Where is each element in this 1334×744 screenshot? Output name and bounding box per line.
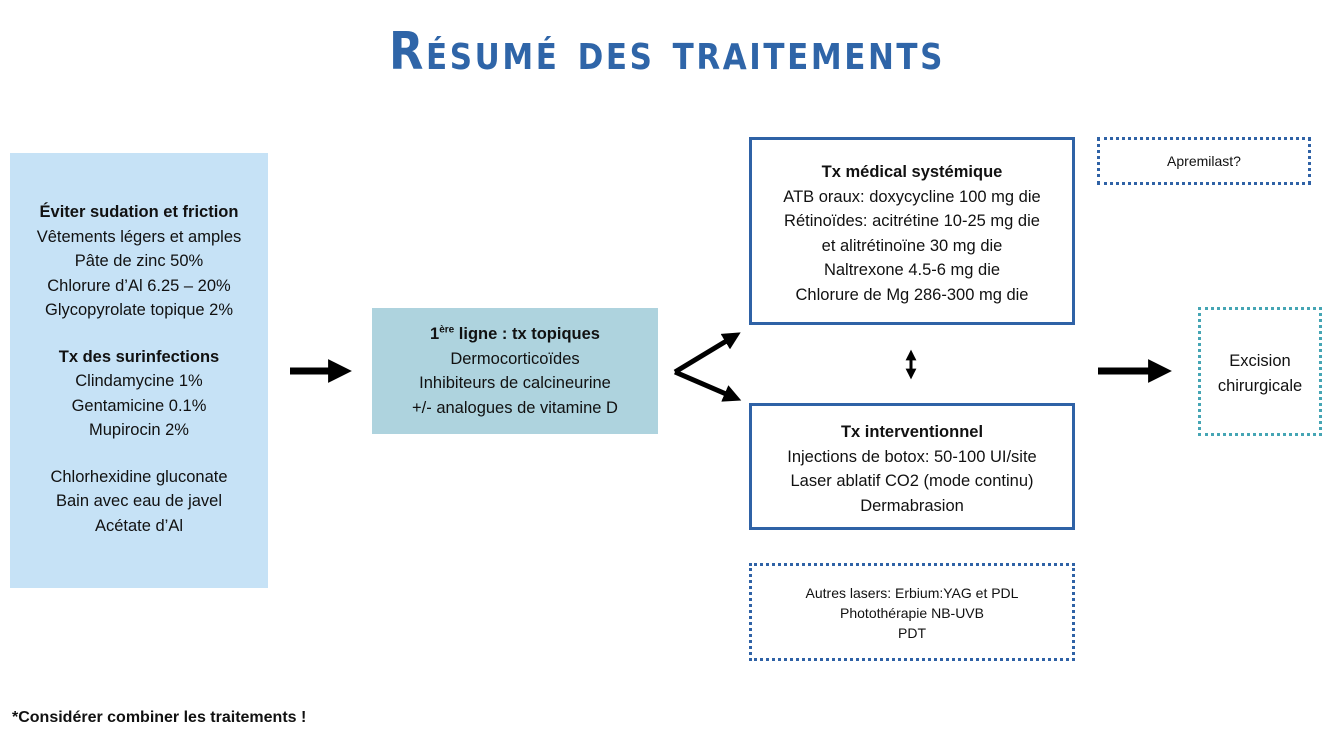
excision-item: chirurgicale <box>1217 376 1303 395</box>
systemic-item: Naltrexone 4.5-6 mg die <box>823 261 1001 279</box>
left-item: Glycopyrolate topique 2% <box>44 301 234 319</box>
center-item: Dermocorticoïdes <box>450 349 580 368</box>
systemic-item: Rétinoïdes: acitrétine 10-25 mg die <box>784 212 1040 230</box>
left-item: Pâte de zinc 50% <box>74 252 204 270</box>
other-lasers-item: Autres lasers: Erbium:YAG et PDL <box>805 585 1019 601</box>
center-heading-sup: ère <box>439 324 455 336</box>
systemic-item: ATB oraux: doxycycline 100 mg die <box>783 187 1041 206</box>
page-title: Résumé des traitements <box>388 22 946 82</box>
systemic-item: et alitrétinoïne 30 mg die <box>821 236 1003 255</box>
center-heading-rest: ligne : tx topiques <box>454 325 600 343</box>
left-item: Gentamicine 0.1% <box>71 396 207 415</box>
center-item: +/- analogues de vitamine D <box>412 398 618 417</box>
left-heading-2: Tx des surinfections <box>58 347 220 366</box>
systemic-item: Chlorure de Mg 286-300 mg die <box>795 285 1029 304</box>
left-item: Mupirocin 2% <box>89 421 189 439</box>
interventional-item: Injections de botox: 50-100 UI/site <box>787 447 1037 466</box>
left-heading-1: Éviter sudation et friction <box>39 203 239 221</box>
other-lasers-item: Photothérapie NB-UVB <box>840 605 984 621</box>
excision-item: Excision <box>1229 352 1291 370</box>
interventional-item: Laser ablatif CO2 (mode continu) <box>790 472 1034 490</box>
center-heading-num: 1 <box>430 325 440 343</box>
arrow-center-to-interventional <box>675 372 733 397</box>
left-item: Vêtements légers et amples <box>36 227 242 246</box>
left-item: Clindamycine 1% <box>75 372 203 390</box>
left-item: Chlorure d’Al 6.25 – 20% <box>47 276 231 295</box>
center-item: Inhibiteurs de calcineurine <box>419 374 611 392</box>
interventional-heading: Tx interventionnel <box>840 423 984 441</box>
left-item: Chlorhexidine gluconate <box>50 467 228 486</box>
left-item: Acétate d’Al <box>94 516 184 535</box>
footnote: *Considérer combiner les traitements ! <box>12 709 307 726</box>
systemic-heading: Tx médical systémique <box>821 163 1003 181</box>
left-item: Bain avec eau de javel <box>55 492 223 510</box>
apremilast-text: Apremilast? <box>1167 153 1241 169</box>
arrow-center-to-systemic <box>675 337 733 372</box>
interventional-item: Dermabrasion <box>860 496 964 515</box>
other-lasers-item: PDT <box>898 625 926 641</box>
